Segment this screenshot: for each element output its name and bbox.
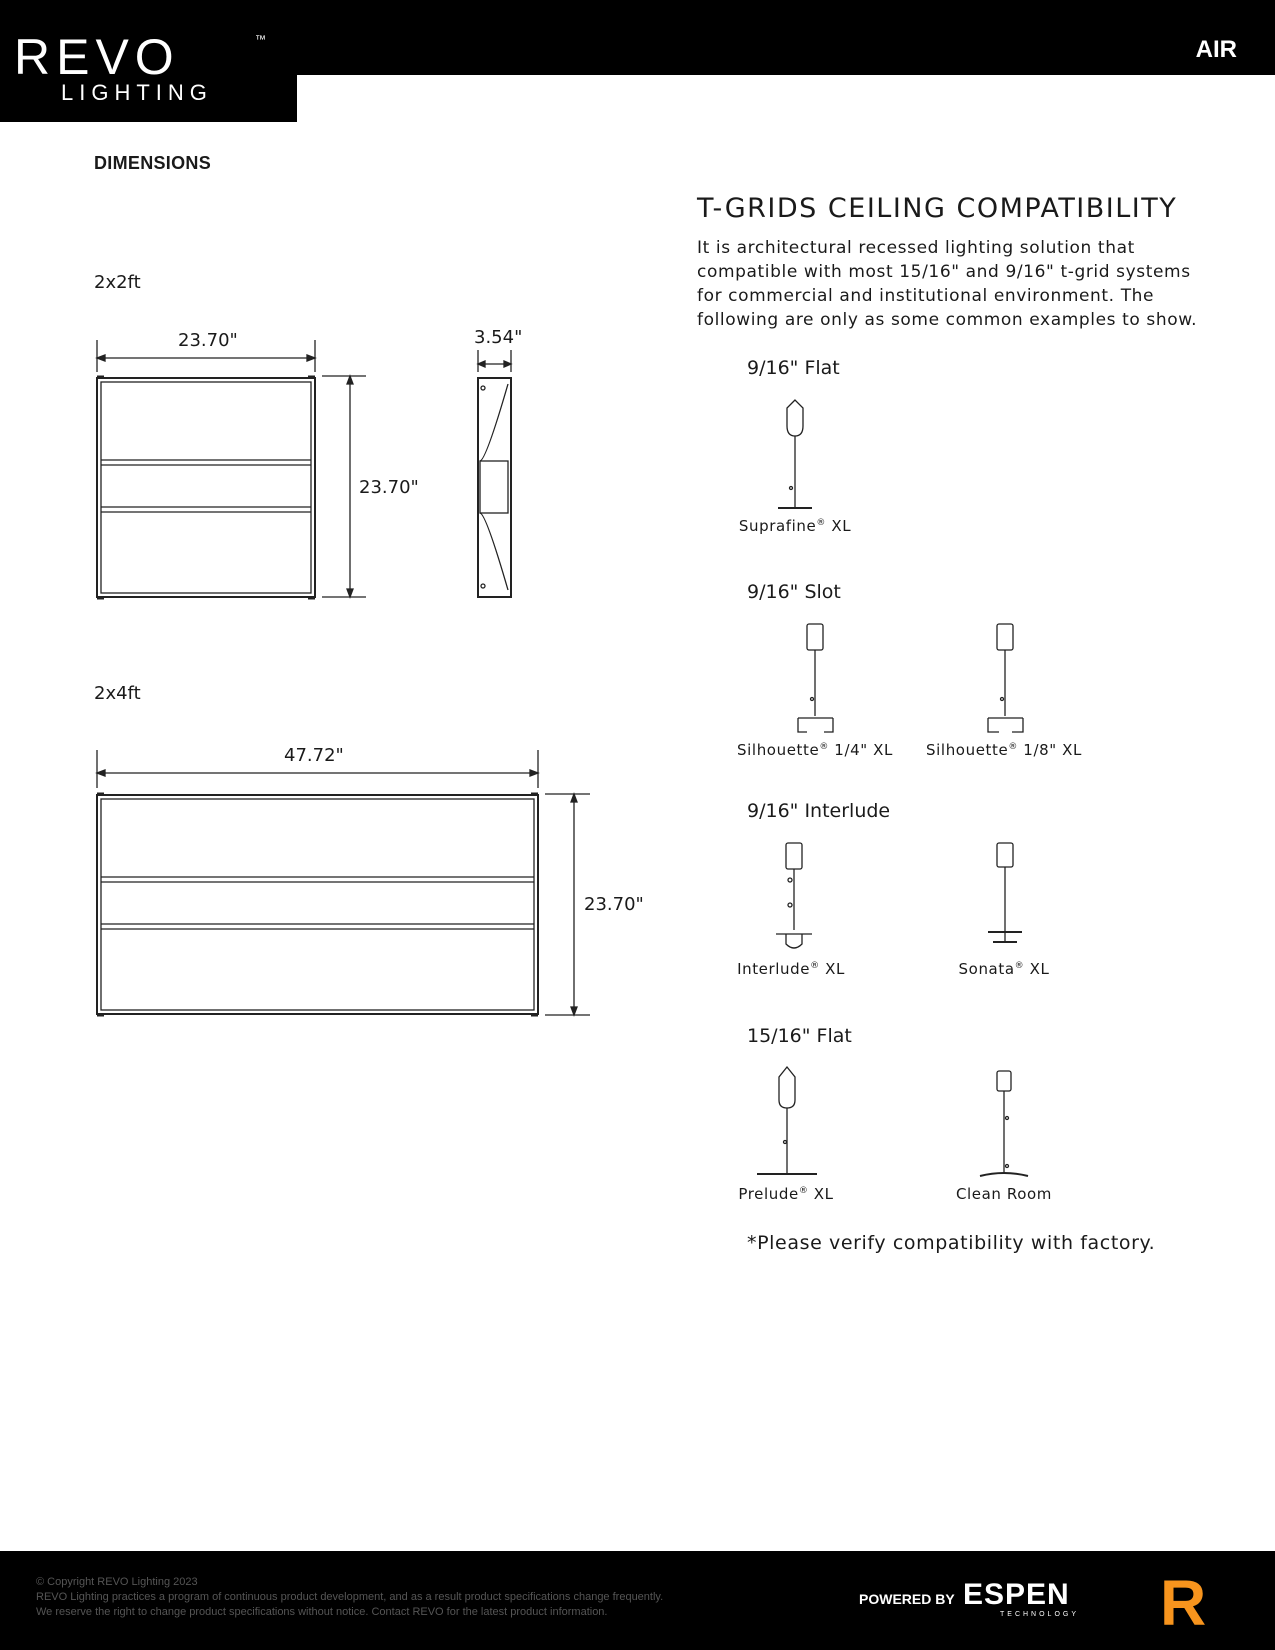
dimensions-title: DIMENSIONS [94, 153, 212, 173]
footer-legal [36, 1575, 663, 1620]
tgrid-description: It is architectural recessed lighting solution that compatible with most 15/16" and 9/16" t-grid systems for commercial and institutional environment. The following are only as some common examples to show. [697, 238, 1198, 330]
fixture-2x2-side [478, 378, 511, 597]
espen-sub: TECHNOLOGY [1000, 1611, 1080, 1618]
revo-r-mark: R [1160, 1567, 1207, 1639]
legal-line-3: We reserve the right to change product specifications without notice. Contact REVO for the latest product information. [36, 1606, 608, 1618]
group-title-slot: 9/16" Slot [747, 581, 841, 603]
tgrid-interlude-profile [776, 843, 812, 948]
product-name: AIR [1195, 36, 1237, 63]
caption-prelude: Prelude® XL [738, 1185, 834, 1203]
caption-clean-room: Clean Room [955, 1185, 1053, 1203]
brand-wordmark: REVO [14, 29, 180, 85]
caption-suprafine: Suprafine® XL [738, 517, 852, 535]
caption-sonata: Sonata® XL [958, 960, 1050, 978]
tgrid-cleanroom-profile [980, 1071, 1028, 1176]
verify-note: *Please verify compatibility with factory. [747, 1232, 1156, 1254]
group-title-flat-916: 9/16" Flat [747, 357, 840, 379]
dim-2x4-width: 47.72" [284, 745, 344, 766]
caption-interlude: Interlude® XL [737, 960, 845, 978]
tgrid-silhouette-14-profile [798, 624, 833, 732]
group-title-flat-1516: 15/16" Flat [747, 1025, 852, 1047]
dim-2x4-height: 23.70" [584, 894, 644, 915]
legal-line-2: REVO Lighting practices a program of continuous product development, and as a result product specifications change frequently. [36, 1591, 664, 1603]
brand-sub: LIGHTING [61, 80, 213, 105]
trademark: ™ [255, 34, 266, 46]
caption-silhouette-14: Silhouette® 1/4" XL [737, 741, 893, 759]
group-title-interlude: 9/16" Interlude [747, 800, 891, 822]
footer-bar [0, 1551, 1275, 1650]
tgrid-prelude-profile [757, 1067, 817, 1174]
fixture-2x2-front [97, 377, 315, 598]
dim-2x2-height: 23.70" [359, 477, 419, 498]
tgrid-sonata-profile [988, 843, 1022, 942]
size-label-2x2: 2x2ft [94, 272, 141, 293]
caption-silhouette-18: Silhouette® 1/8" XL [926, 741, 1082, 759]
tgrid-title: T-GRIDS CEILING COMPATIBILITY [697, 193, 1178, 224]
dim-2x2-width: 23.70" [178, 330, 238, 351]
size-label-2x4: 2x4ft [94, 683, 141, 704]
fixture-2x4-front [97, 794, 538, 1015]
espen-logo: ESPEN [963, 1578, 1070, 1611]
powered-by: POWERED BY [859, 1591, 955, 1607]
dim-2x2-depth: 3.54" [474, 327, 523, 348]
tgrid-suprafine-profile [778, 400, 812, 508]
tgrid-silhouette-18-profile [988, 624, 1023, 732]
copyright: © Copyright REVO Lighting 2023 [36, 1576, 198, 1588]
